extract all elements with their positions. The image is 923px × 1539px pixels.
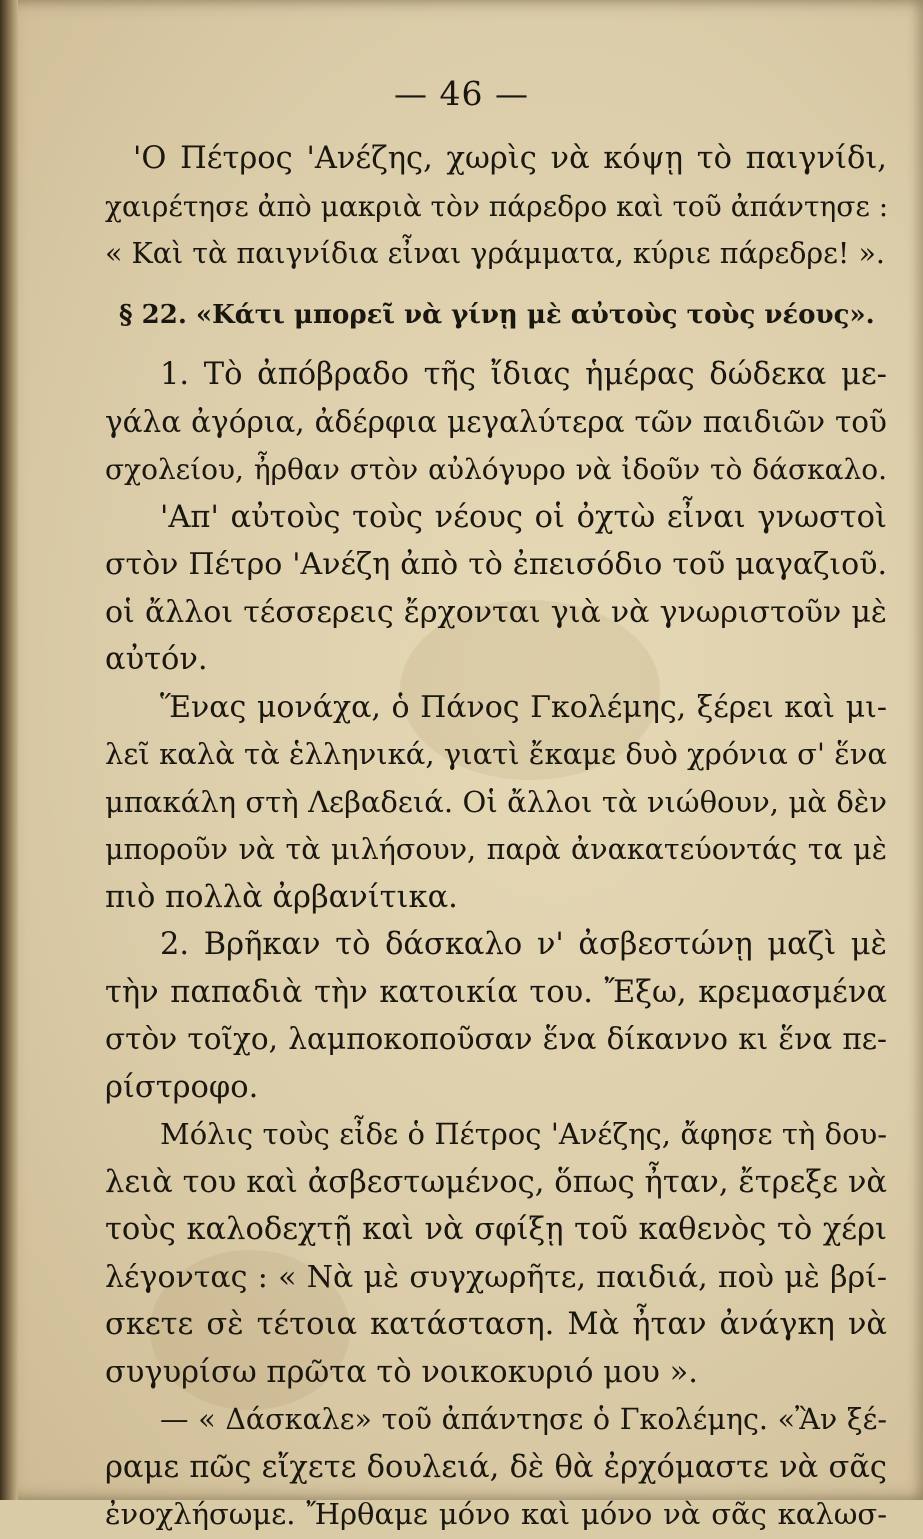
text-line: σκετε σὲ τέτοια κατάσταση. Μὰ ἦταν ἀνάγκη νὰ: [105, 1307, 887, 1342]
text-line: Μόλις τοὺς εἶδε ὁ Πέτρος 'Ανέζης, ἄφησε τὴ δου-: [160, 1117, 887, 1151]
text-line: ραμε πῶς εἴχετε δουλειά, δὲ θὰ ἐρχόμαστε νὰ σᾶς: [105, 1449, 887, 1485]
text-line: λέγοντας : « Νὰ μὲ συγχωρῆτε, παιδιά, ποὺ μὲ βρί-: [105, 1259, 887, 1295]
text-line: 'Ο Πέτρος 'Ανέζης, χωρὶς νὰ κόψῃ τὸ παιγνίδι,: [133, 141, 887, 176]
text-line: 2. Βρῆκαν τὸ δάσκαλο ν' ἀσβεστώνῃ μαζὶ μὲ: [160, 927, 887, 962]
text-line: αὐτόν.: [105, 642, 208, 677]
page-binding: [0, 0, 18, 1500]
text-line: ρίστροφο.: [105, 1069, 259, 1105]
text-line: συγυρίσω πρῶτα τὸ νοικοκυριό μου ».: [105, 1354, 698, 1390]
text-line: « Καὶ τὰ παιγνίδια εἶναι γράμματα, κύριε πάρεδρε! ».: [105, 237, 885, 270]
text-line: χαιρέτησε ἀπὸ μακριὰ τὸν πάρεδρο καὶ τοῦ ἀπάντησε :: [105, 189, 889, 223]
text-line: τοὺς καλοδεχτῇ καὶ νὰ σφίξῃ τοῦ καθενὸς τὸ χέρι: [105, 1212, 887, 1247]
text-line: γάλα ἀγόρια, ἀδέρφια μεγαλύτερα τῶν παιδιῶν τοῦ: [105, 404, 887, 439]
text-line: σχολείου, ἦρθαν στὸν αὐλόγυρο νὰ ἰδοῦν τὸ δάσκαλο.: [105, 453, 887, 486]
text-line: τὴν παπαδιὰ τὴν κατοικία του. Ἔξω, κρεμασμένα: [105, 974, 887, 1010]
text-line: μπακάλη στὴ Λεβαδειά. Οἱ ἄλλοι τὰ νιώθουν, μὰ δὲν: [105, 784, 887, 819]
section-heading: 1. Τὸ ἀπόβραδο τῆς ἴδιας ἡμέρας δώδεκα με-: [160, 357, 887, 392]
body-text: [105, 135, 887, 1539]
page-number: — 46 —: [394, 74, 529, 113]
text-line: λεῖ καλὰ τὰ ἑλληνικά, γιατὶ ἔκαμε δυὸ χρόνια σ' ἕνα: [105, 737, 887, 771]
text-line: ἐνοχλήσωμε. Ἤρθαμε μόνο καὶ μόνο νὰ σᾶς καλωσ-: [105, 1497, 887, 1531]
text-line: — « Δάσκαλε» τοῦ ἀπάντησε ὁ Γκολέμης. «Ἂν ξέ-: [160, 1403, 887, 1436]
text-line: μποροῦν νὰ τὰ μιλήσουν, παρὰ ἀνακατεύοντάς τα μὲ: [105, 833, 887, 866]
text-line: λειὰ του καὶ ἀσβεστωμένος, ὅπως ἦταν, ἔτρεξε νὰ: [105, 1164, 887, 1200]
text-line: Ἕνας μονάχα, ὁ Πάνος Γκολέμης, ξέρει καὶ μι-: [160, 689, 887, 725]
text-line: στὸν τοῖχο, λαμποκοποῦσαν ἕνα δίκαννο κι ἕνα πε-: [105, 1022, 887, 1056]
text-line: οἱ ἄλλοι τέσσερεις ἔρχονται γιὰ νὰ γνωριστοῦν μὲ: [105, 594, 887, 630]
text-line: στὸν Πέτρο 'Ανέζη ἀπὸ τὸ ἐπεισόδιο τοῦ μαγαζιοῦ.: [105, 547, 887, 582]
text-line: πιὸ πολλὰ ἀρβανίτικα.: [105, 879, 458, 915]
section-heading: § 22. «Κάτι μπορεῖ νὰ γίνῃ μὲ αὐτοὺς τοὺς νέους».: [119, 299, 875, 330]
text-line: 'Απ' αὐτοὺς τοὺς νέους οἱ ὀχτὼ εἶναι γνωστοὶ: [160, 499, 887, 535]
